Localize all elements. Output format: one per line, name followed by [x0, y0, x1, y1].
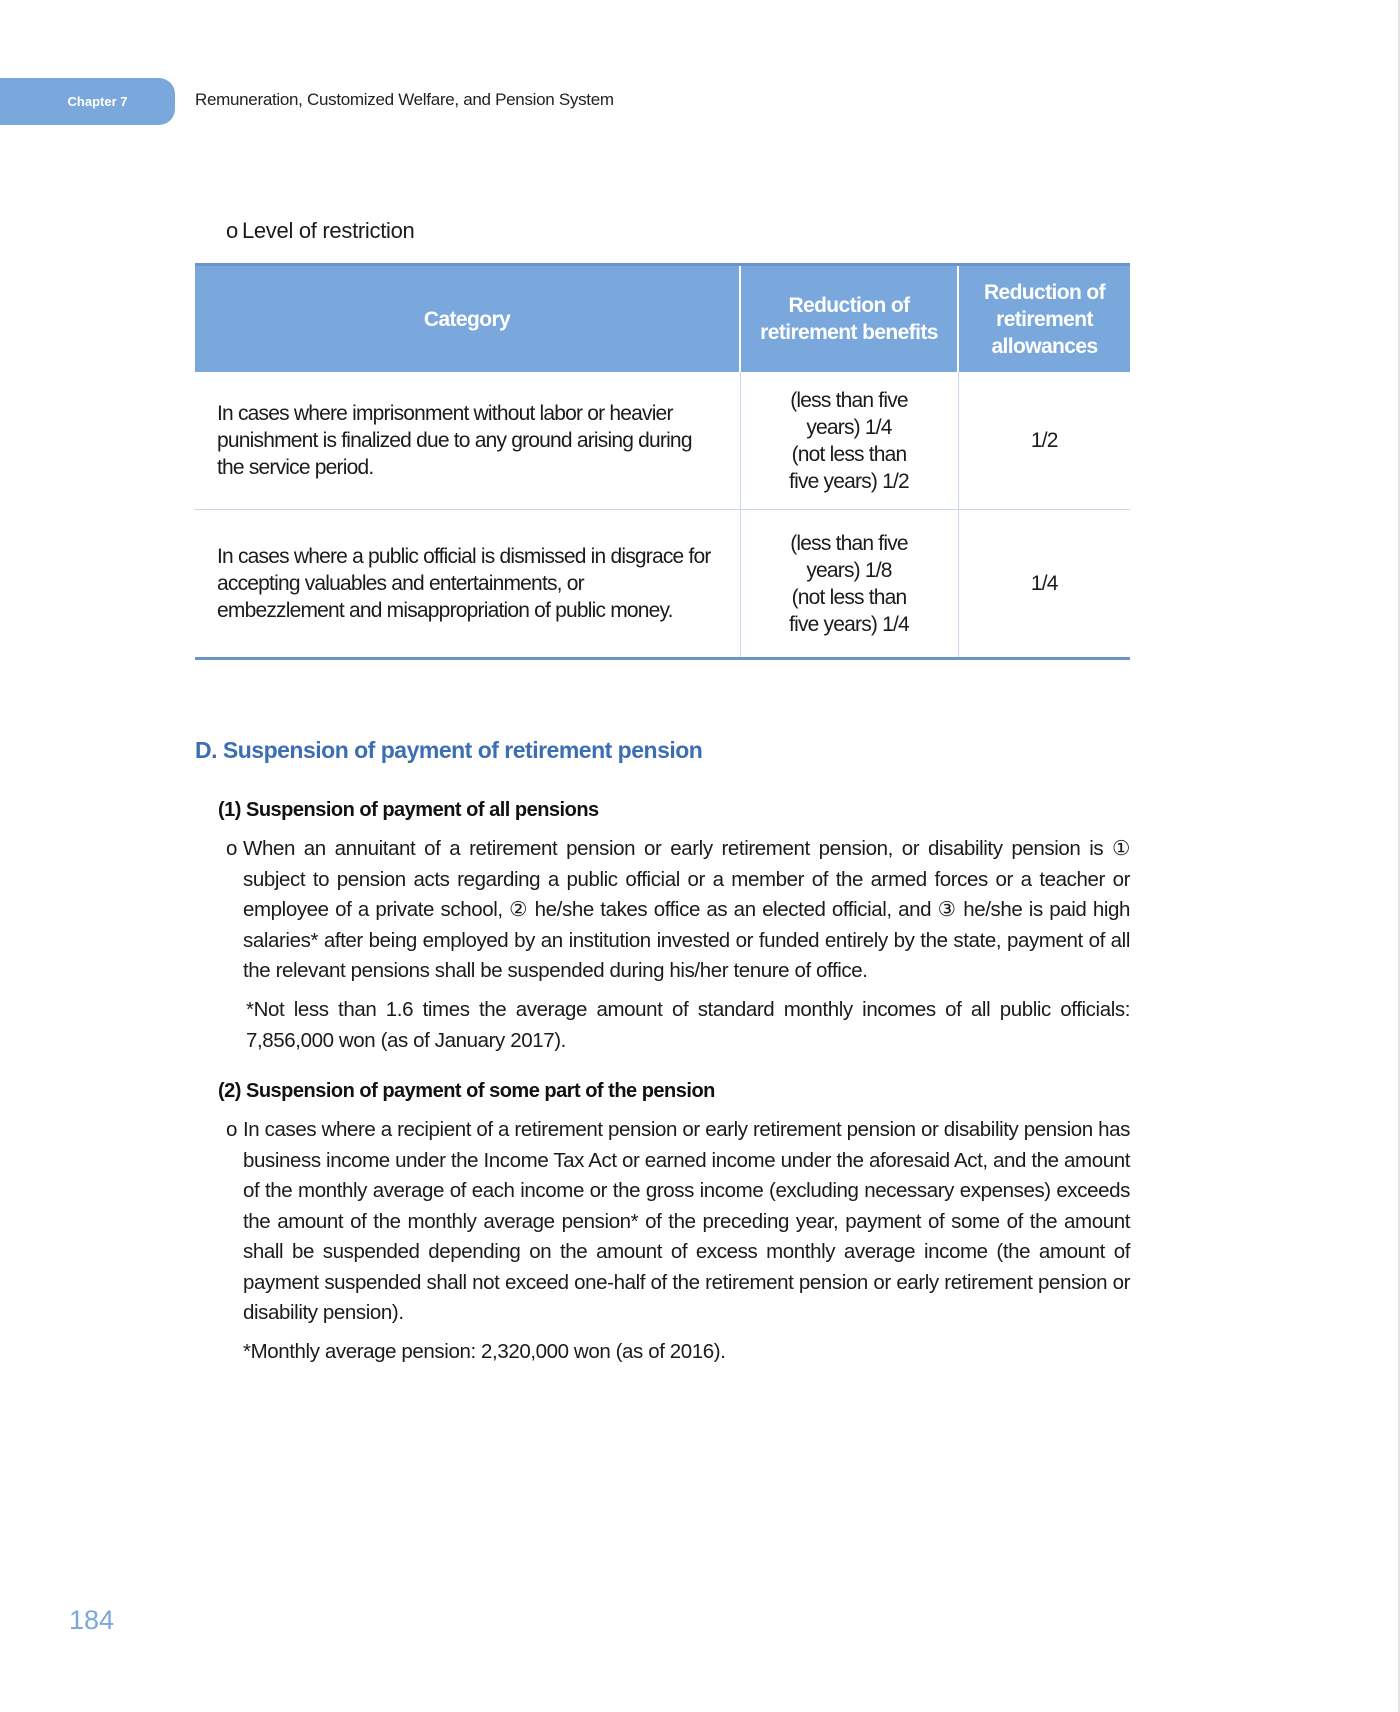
- sub2-paragraph: [226, 1115, 1130, 1329]
- benefits-line: (not less than: [791, 442, 907, 466]
- table-row: [195, 510, 1130, 659]
- sub2-title: (2) Suspension of payment of some part of the pension: [218, 1080, 715, 1102]
- benefits-line: (less than five: [790, 531, 908, 555]
- header-line: Reduction of: [788, 294, 910, 317]
- category-line: embezzlement and misappropriation of public money.: [217, 599, 673, 622]
- benefits-line: five years) 1/4: [789, 612, 909, 636]
- category-line: In cases where a public official is dismissed in disgrace for: [217, 545, 711, 568]
- allowances-cell: 1/4: [958, 510, 1130, 659]
- section-d-title: D. Suspension of payment of retirement pension: [195, 737, 703, 763]
- benefits-line: (not less than: [791, 585, 907, 609]
- benefits-cell: [740, 510, 958, 659]
- page-header: [0, 78, 900, 125]
- sub2-body: In cases where a recipient of a retirement pension or early retirement pension or disability pension has business income under the Income Tax Act or earned income under the aforesaid Act, and the amount of the monthly average of each income or the gross income (excluding necessary expenses) exceeds the amount of the monthly average pension* of the preceding year, payment of some of the amount shall be suspended depending on the amount of excess monthly average income (the amount of payment suspended shall not exceed one-half of the retirement pension or early retirement pension or disability pension).: [243, 1118, 1130, 1324]
- table-header-row: [195, 265, 1130, 373]
- header-line: retirement: [996, 307, 1093, 331]
- category-line: accepting valuables and entertainments, or: [217, 572, 584, 595]
- header-line: Category: [423, 307, 511, 331]
- bullet: o: [226, 218, 238, 243]
- category-cell: [195, 510, 740, 659]
- category-line: the service period.: [217, 456, 374, 479]
- sub1-note: *Not less than 1.6 times the average amount of standard monthly incomes of all public officials: 7,856,000 won (as of January 2017).: [246, 998, 1130, 1052]
- header-line: allowances: [991, 334, 1098, 358]
- header-line: Reduction of: [983, 280, 1106, 304]
- allowances-cell: 1/2: [958, 372, 1130, 510]
- benefits-cell: [740, 372, 958, 510]
- benefits-line: years) 1/4: [806, 415, 892, 439]
- sub1-paragraph: [226, 834, 1130, 987]
- bullet: o: [226, 837, 238, 860]
- restriction-heading-text: Level of restriction: [241, 218, 415, 243]
- page-number: 184: [69, 1605, 115, 1635]
- benefits-line: years) 1/8: [806, 558, 892, 582]
- chapter-tab: Chapter 7: [0, 78, 175, 125]
- chapter-title: Remuneration, Customized Welfare, and Pension System: [195, 90, 614, 109]
- header-retirement-allowances: [958, 265, 1130, 373]
- category-line: In cases where imprisonment without labor or heavier: [217, 402, 673, 425]
- bullet: o: [226, 1118, 238, 1141]
- header-category: [195, 265, 740, 373]
- sub1-title: (1) Suspension of payment of all pensions: [218, 799, 599, 821]
- table-row: [195, 372, 1130, 510]
- header-line: retirement benefits: [760, 321, 938, 344]
- benefits-line: five years) 1/2: [789, 469, 909, 493]
- restriction-heading: [226, 218, 414, 244]
- benefits-line: (less than five: [790, 388, 908, 412]
- sub1-body: When an annuitant of a retirement pension or early retirement pension, or disability pension is ① subject to pension acts regarding a public official or a member of the armed forces or a teacher or employee of a private school, ② he/she takes office as an elected official, and ③ he/she is paid high salaries* after being employed by an institution invested or funded entirely by the state, payment of all the relevant pensions shall be suspended during his/her tenure of office.: [243, 837, 1130, 982]
- restriction-table: [195, 263, 1130, 660]
- category-line: punishment is finalized due to any ground arising during: [217, 429, 692, 452]
- sub2-note: *Monthly average pension: 2,320,000 won (as of 2016).: [243, 1340, 726, 1363]
- category-cell: [195, 372, 740, 510]
- header-retirement-benefits: [740, 265, 958, 373]
